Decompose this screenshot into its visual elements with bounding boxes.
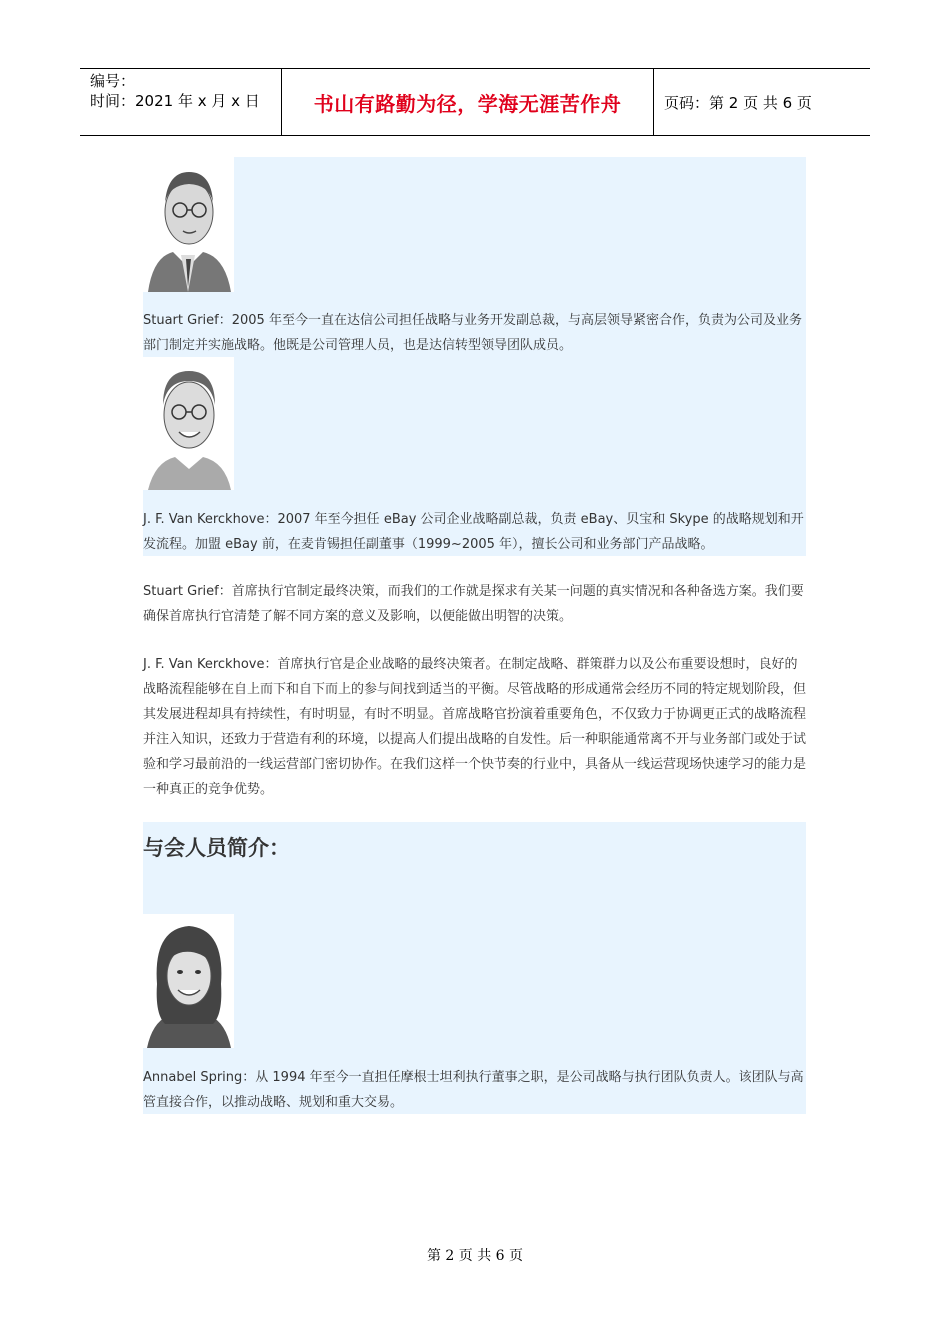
header-meta — [80, 69, 281, 135]
page-label: 页码：第 2 页 共 6 页 — [664, 93, 812, 112]
quote-paragraph: Stuart Grief：首席执行官制定最终决策，而我们的工作就是探求有关某一问题的真实情况和各种备选方案。我们要确保首席执行官清楚了解不同方案的意义及影响，以便能做出明智的决策。 — [143, 584, 804, 624]
page-footer: 第 2 页 共 6 页 — [426, 1248, 524, 1264]
quote-paragraph: J. F. Van Kerckhove：首席执行官是企业战略的最终决策者。在制定战略、群策群力以及公布重要设想时，良好的战略流程能够在自上而下和自下而上的参与间找到适当的平衡。尽管战略的形成通常会经历不同的特定规划阶段，但其发展进程却具有持续性，有时明显，有时不明显。首席战略官扮演着重要角色，不仅致力于协调更正式的战略流程并注入知识，还致力于营造有利的环境，以提高人们提出战略的自发性。后一种职能通常离不开与业务部门或处于试验和学习最前沿的一线运营部门密切协作。在我们这样一个快节奏的行业中，具备从一线运营现场快速学习的能力是一种真正的竞争优势。 — [143, 657, 807, 797]
participants-heading: 与会人员简介： — [143, 836, 290, 860]
woman-smile-portrait-icon — [143, 914, 234, 1048]
man-glasses-smile-portrait-icon — [143, 357, 234, 490]
date-label: 时间：2021 年 x 月 x 日 — [90, 92, 260, 110]
page-header — [80, 68, 870, 136]
bio-text: J. F. Van Kerckhove：2007 年至今担任 eBay 公司企业战略副总裁，负责 eBay、贝宝和 Skype 的战略规划和开发流程。加盟 eBay 前，在麦肯锡担任副董事（1999~2005 年），擅长公司和业务部门产品战略。 — [143, 512, 804, 552]
number-label: 编号： — [90, 72, 136, 90]
header-motto: 书山有路勤为径，学海无涯苦作舟 — [313, 91, 622, 116]
header-motto-cell — [281, 69, 654, 135]
participant-bio-text: Annabel Spring：从 1994 年至今一直担任摩根士坦利执行董事之职，是公司战略与执行团队负责人。该团队与高管直接合作，以推动战略、规划和重大交易。 — [143, 1070, 804, 1110]
man-glasses-tie-portrait-icon — [143, 157, 234, 292]
bio-text: Stuart Grief：2005 年至今一直在达信公司担任战略与业务开发副总裁，与高层领导紧密合作，负责为公司及业务部门制定并实施战略。他既是公司管理人员，也是达信转型领导团队成员。 — [143, 313, 802, 353]
header-page-cell — [654, 69, 870, 135]
